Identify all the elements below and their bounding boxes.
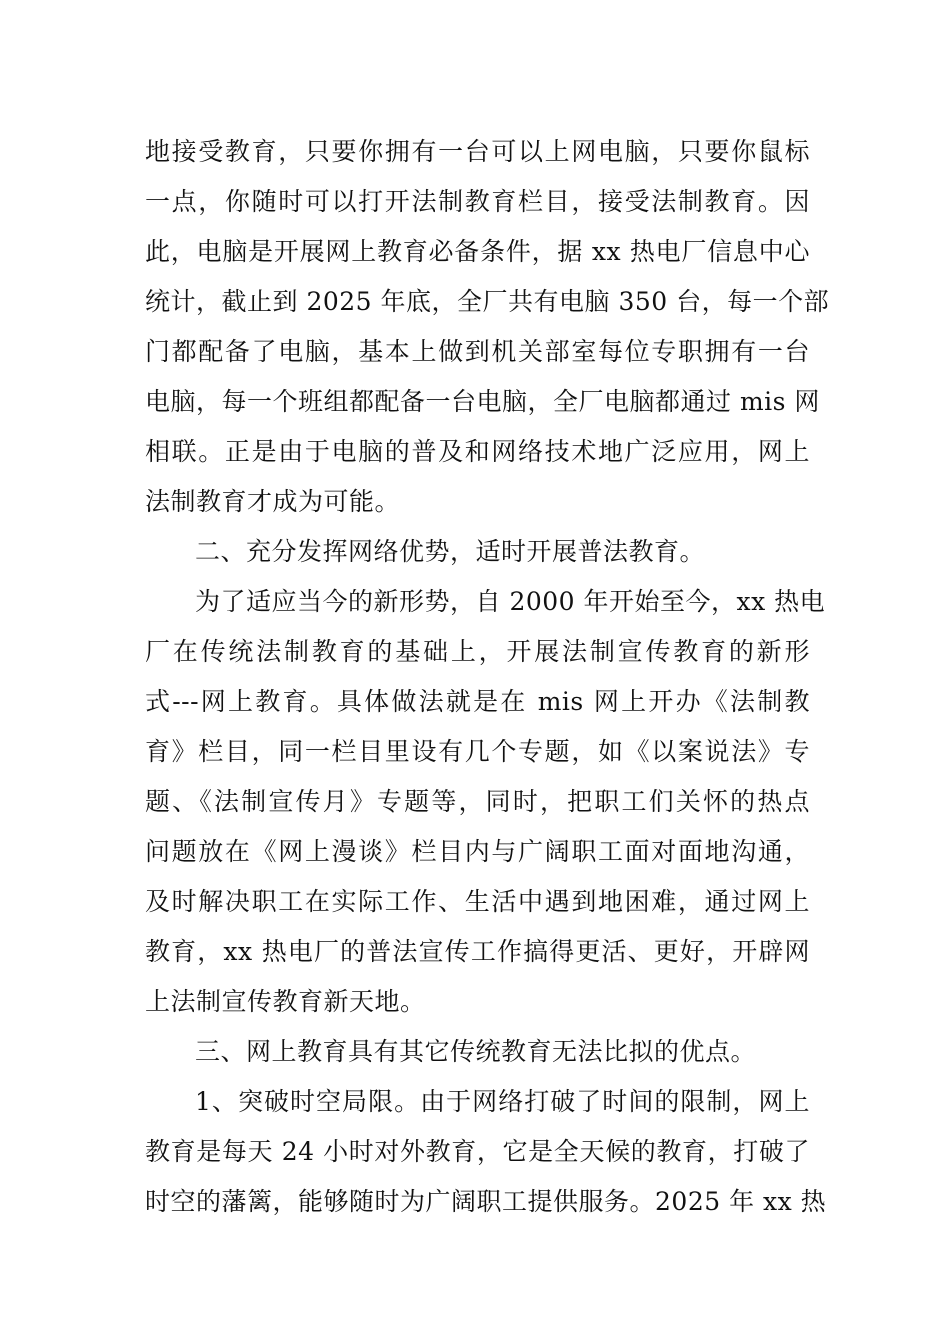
text-line: 题、《法制宣传月》专题等，同时，把职工们关怀的热点 (145, 787, 810, 816)
body-text (145, 127, 830, 1227)
text-line: 厂在传统法制教育的基础上，开展法制宣传教育的新形 (145, 637, 810, 666)
text-line: 门都配备了电脑，基本上做到机关部室每位专职拥有一台 (145, 337, 810, 366)
section-heading: 二、充分发挥网络优势，适时开展普法教育。 (195, 537, 706, 566)
text-line: 及时解决职工在实际工作、生活中遇到地困难，通过网上 (145, 887, 810, 916)
text-line: 教育，xx 热电厂的普法宣传工作搞得更活、更好，开辟网 (145, 937, 810, 966)
text-line: 育》栏目，同一栏目里设有几个专题，如《以案说法》专 (145, 737, 810, 766)
text-line: 电脑，每一个班组都配备一台电脑，全厂电脑都通过 mis 网 (145, 387, 820, 416)
text-line: 统计，截止到 2025 年底，全厂共有电脑 350 台，每一个部 (145, 287, 830, 316)
text-line: 一点，你随时可以打开法制教育栏目，接受法制教育。因 (145, 187, 810, 216)
text-line: 此，电脑是开展网上教育必备条件，据 xx 热电厂信息中心 (145, 237, 810, 266)
text-line: 式---网上教育。具体做法就是在 mis 网上开办《法制教 (145, 687, 810, 716)
text-line: 法制教育才成为可能。 (145, 487, 401, 516)
text-line: 时空的藩篱，能够随时为广阔职工提供服务。2025 年 xx 热 (145, 1187, 827, 1216)
text-line: 教育是每天 24 小时对外教育，它是全天候的教育，打破了 (145, 1137, 810, 1166)
text-line: 1、突破时空局限。由于网络打破了时间的限制，网上 (195, 1087, 810, 1116)
text-line: 上法制宣传教育新天地。 (145, 987, 426, 1016)
text-line: 为了适应当今的新形势，自 2000 年开始至今，xx 热电 (195, 587, 826, 616)
text-line: 地接受教育，只要你拥有一台可以上网电脑，只要你鼠标 (145, 137, 810, 166)
text-line: 问题放在《网上漫谈》栏目内与广阔职工面对面地沟通， (145, 837, 810, 866)
text-line: 相联。正是由于电脑的普及和网络技术地广泛应用，网上 (145, 437, 810, 466)
section-heading: 三、网上教育具有其它传统教育无法比拟的优点。 (195, 1037, 757, 1066)
